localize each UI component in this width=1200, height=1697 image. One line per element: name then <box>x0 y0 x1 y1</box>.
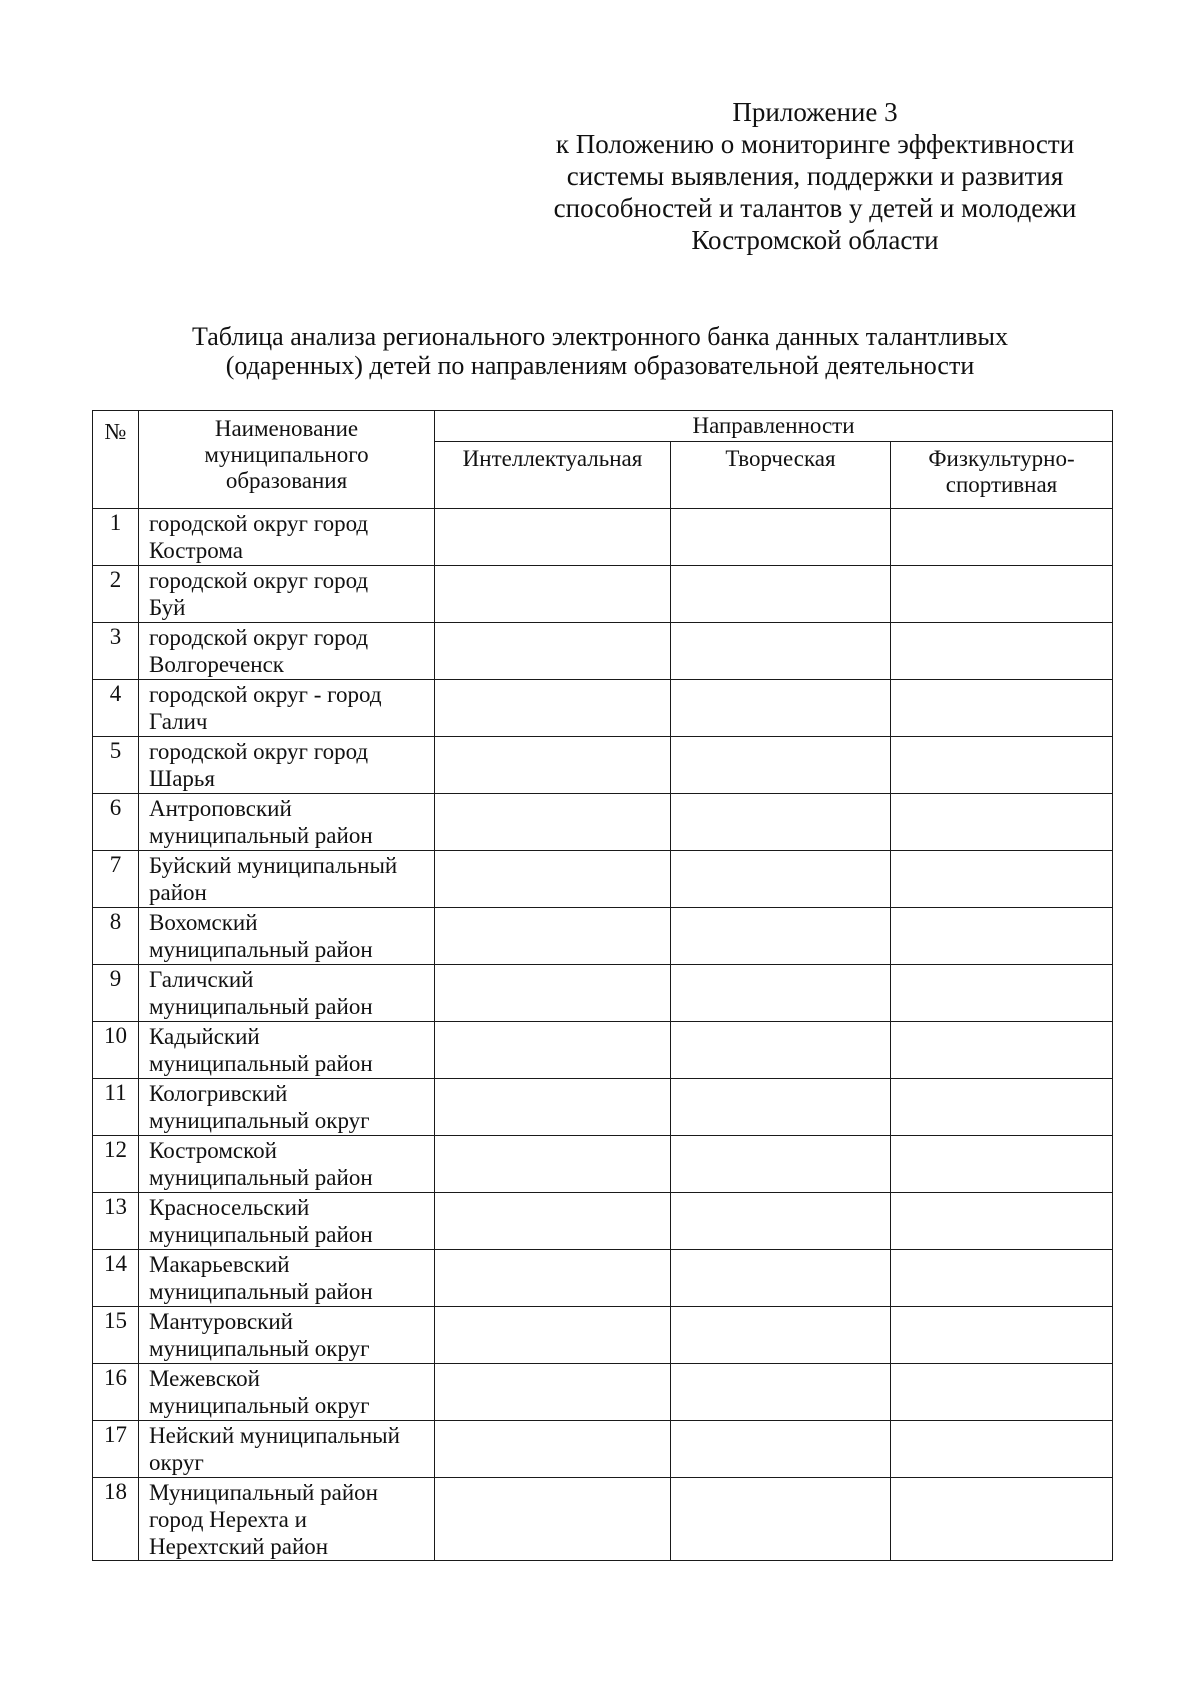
table-row <box>93 1307 1113 1364</box>
municipality-name <box>139 680 435 737</box>
municipality-name-line: Волгореченск <box>149 652 284 677</box>
municipality-name-line: Нейский муниципальный <box>149 1423 400 1448</box>
table-row <box>93 1364 1113 1421</box>
municipality-name-line: муниципальный район <box>149 994 373 1019</box>
talent-bank-table <box>92 410 1113 1561</box>
municipality-name-line: Шарья <box>149 766 215 791</box>
municipality-name-line: муниципальный район <box>149 937 373 962</box>
municipality-name-line: городской округ город <box>149 625 369 650</box>
municipality-name-line: муниципальный район <box>149 1279 373 1304</box>
row-number: 2 <box>93 566 139 623</box>
row-number: 6 <box>93 794 139 851</box>
municipality-name-line: городской округ город <box>149 739 369 764</box>
sport-cell[interactable] <box>891 1193 1113 1250</box>
row-number: 7 <box>93 851 139 908</box>
table-row <box>93 1250 1113 1307</box>
intellectual-cell[interactable] <box>435 1022 671 1079</box>
municipality-name-line: город Нерехта и <box>149 1507 307 1532</box>
sport-cell[interactable] <box>891 1421 1113 1478</box>
municipality-name-line: Мантуровский <box>149 1309 293 1334</box>
municipality-name-line: Межевской <box>149 1366 260 1391</box>
creative-cell[interactable] <box>671 1079 891 1136</box>
appendix-heading <box>520 96 1110 256</box>
creative-cell[interactable] <box>671 1364 891 1421</box>
row-number: 13 <box>93 1193 139 1250</box>
table-row <box>93 908 1113 965</box>
intellectual-cell[interactable] <box>435 680 671 737</box>
intellectual-cell[interactable] <box>435 1250 671 1307</box>
municipality-name-line: городской округ город <box>149 568 369 593</box>
intellectual-cell[interactable] <box>435 737 671 794</box>
table-body <box>93 509 1113 1561</box>
header-intellectual: Интеллектуальная <box>435 442 671 509</box>
municipality-name <box>139 851 435 908</box>
header-name-line: образования <box>225 468 348 493</box>
intellectual-cell[interactable] <box>435 851 671 908</box>
sport-cell[interactable] <box>891 509 1113 566</box>
sport-cell[interactable] <box>891 794 1113 851</box>
sport-cell[interactable] <box>891 680 1113 737</box>
intellectual-cell[interactable] <box>435 566 671 623</box>
table-row <box>93 1079 1113 1136</box>
municipality-name <box>139 1364 435 1421</box>
intellectual-cell[interactable] <box>435 1421 671 1478</box>
row-number: 10 <box>93 1022 139 1079</box>
municipality-name-line: Буйский муниципальный <box>149 853 398 878</box>
creative-cell[interactable] <box>671 680 891 737</box>
row-number: 3 <box>93 623 139 680</box>
intellectual-cell[interactable] <box>435 1136 671 1193</box>
table-row <box>93 1478 1113 1561</box>
municipality-name-line: Кадыйский <box>149 1024 260 1049</box>
municipality-name <box>139 623 435 680</box>
document-title <box>100 322 1100 380</box>
title-line: (одаренных) детей по направлениям образовательной деятельности <box>225 351 975 380</box>
municipality-name-line: Макарьевский <box>149 1252 290 1277</box>
municipality-name-line: муниципальный округ <box>149 1393 370 1418</box>
municipality-name <box>139 965 435 1022</box>
sport-cell[interactable] <box>891 566 1113 623</box>
municipality-name <box>139 1250 435 1307</box>
table-row <box>93 1421 1113 1478</box>
municipality-name-line: Красносельский <box>149 1195 310 1220</box>
table-row <box>93 623 1113 680</box>
sport-cell[interactable] <box>891 1136 1113 1193</box>
municipality-name-line: Муниципальный район <box>149 1480 378 1505</box>
table-row <box>93 509 1113 566</box>
municipality-name-line: Буй <box>149 595 186 620</box>
municipality-name-line: муниципальный район <box>149 1051 373 1076</box>
row-number: 11 <box>93 1079 139 1136</box>
sport-cell[interactable] <box>891 1307 1113 1364</box>
creative-cell[interactable] <box>671 794 891 851</box>
creative-cell[interactable] <box>671 908 891 965</box>
creative-cell[interactable] <box>671 623 891 680</box>
row-number: 1 <box>93 509 139 566</box>
header-directions: Направленности <box>435 411 1113 442</box>
row-number: 9 <box>93 965 139 1022</box>
appendix-line: Приложение 3 <box>732 97 898 127</box>
row-number: 5 <box>93 737 139 794</box>
header-sport <box>891 442 1113 509</box>
creative-cell[interactable] <box>671 965 891 1022</box>
municipality-name-line: Костромской <box>149 1138 277 1163</box>
table-row <box>93 566 1113 623</box>
sport-cell[interactable] <box>891 737 1113 794</box>
creative-cell[interactable] <box>671 737 891 794</box>
header-row <box>93 411 1113 442</box>
intellectual-cell[interactable] <box>435 623 671 680</box>
municipality-name-line: Нерехтский район <box>149 1534 329 1559</box>
intellectual-cell[interactable] <box>435 908 671 965</box>
intellectual-cell[interactable] <box>435 1307 671 1364</box>
creative-cell[interactable] <box>671 1307 891 1364</box>
municipality-name-line: Вохомский <box>149 910 258 935</box>
row-number: 18 <box>93 1478 139 1561</box>
intellectual-cell[interactable] <box>435 1478 671 1561</box>
municipality-name-line: Галич <box>149 709 208 734</box>
appendix-line: Костромской области <box>691 225 939 255</box>
municipality-name-line: Кологривский <box>149 1081 288 1106</box>
intellectual-cell[interactable] <box>435 1079 671 1136</box>
municipality-name-line: Кострома <box>149 538 243 563</box>
municipality-name <box>139 908 435 965</box>
header-name-line: Наименование <box>214 416 359 441</box>
appendix-line: системы выявления, поддержки и развития <box>566 161 1064 191</box>
intellectual-cell[interactable] <box>435 509 671 566</box>
table-row <box>93 1022 1113 1079</box>
title-line: Таблица анализа регионального электронного банка данных талантливых <box>192 322 1008 351</box>
table-row <box>93 1136 1113 1193</box>
creative-cell[interactable] <box>671 566 891 623</box>
table-row <box>93 794 1113 851</box>
intellectual-cell[interactable] <box>435 794 671 851</box>
row-number: 15 <box>93 1307 139 1364</box>
intellectual-cell[interactable] <box>435 965 671 1022</box>
municipality-name-line: муниципальный район <box>149 823 373 848</box>
creative-cell[interactable] <box>671 1250 891 1307</box>
creative-cell[interactable] <box>671 1421 891 1478</box>
municipality-name-line: муниципальный округ <box>149 1336 370 1361</box>
sport-cell[interactable] <box>891 851 1113 908</box>
appendix-line: к Положению о мониторинге эффективности <box>555 129 1075 159</box>
sport-cell[interactable] <box>891 908 1113 965</box>
header-num: № <box>93 411 139 509</box>
municipality-name-line: муниципальный район <box>149 1165 373 1190</box>
municipality-name-line: Галичский <box>149 967 254 992</box>
row-number: 4 <box>93 680 139 737</box>
sport-cell[interactable] <box>891 1250 1113 1307</box>
municipality-name <box>139 1307 435 1364</box>
sport-cell[interactable] <box>891 1022 1113 1079</box>
row-number: 16 <box>93 1364 139 1421</box>
header-name-line: муниципального <box>204 442 369 467</box>
header-creative: Творческая <box>671 442 891 509</box>
table-row <box>93 680 1113 737</box>
table-row <box>93 965 1113 1022</box>
sport-cell[interactable] <box>891 1478 1113 1561</box>
intellectual-cell[interactable] <box>435 1193 671 1250</box>
table-row <box>93 737 1113 794</box>
header-sport-line: Физкультурно- <box>928 446 1075 471</box>
creative-cell[interactable] <box>671 509 891 566</box>
sport-cell[interactable] <box>891 965 1113 1022</box>
municipality-name <box>139 1136 435 1193</box>
municipality-name <box>139 509 435 566</box>
municipality-name <box>139 794 435 851</box>
municipality-name <box>139 1478 435 1561</box>
sport-cell[interactable] <box>891 1079 1113 1136</box>
creative-cell[interactable] <box>671 1136 891 1193</box>
municipality-name <box>139 1193 435 1250</box>
municipality-name-line: Антроповский <box>149 796 292 821</box>
municipality-name-line: муниципальный район <box>149 1222 373 1247</box>
municipality-name-line: муниципальный округ <box>149 1108 370 1133</box>
sport-cell[interactable] <box>891 623 1113 680</box>
header-name <box>139 411 435 509</box>
sport-cell[interactable] <box>891 1364 1113 1421</box>
table-row <box>93 1193 1113 1250</box>
municipality-name-line: городской округ - город <box>149 682 382 707</box>
municipality-name <box>139 1079 435 1136</box>
creative-cell[interactable] <box>671 1022 891 1079</box>
row-number: 8 <box>93 908 139 965</box>
appendix-line: способностей и талантов у детей и молодежи <box>553 193 1077 223</box>
municipality-name-line: округ <box>149 1450 204 1475</box>
municipality-name-line: городской округ город <box>149 511 369 536</box>
row-number: 12 <box>93 1136 139 1193</box>
creative-cell[interactable] <box>671 1193 891 1250</box>
creative-cell[interactable] <box>671 851 891 908</box>
municipality-name <box>139 737 435 794</box>
creative-cell[interactable] <box>671 1478 891 1561</box>
table-row <box>93 851 1113 908</box>
municipality-name <box>139 1022 435 1079</box>
municipality-name <box>139 566 435 623</box>
header-sport-line: спортивная <box>945 472 1058 497</box>
municipality-name <box>139 1421 435 1478</box>
row-number: 17 <box>93 1421 139 1478</box>
intellectual-cell[interactable] <box>435 1364 671 1421</box>
municipality-name-line: район <box>149 880 207 905</box>
row-number: 14 <box>93 1250 139 1307</box>
